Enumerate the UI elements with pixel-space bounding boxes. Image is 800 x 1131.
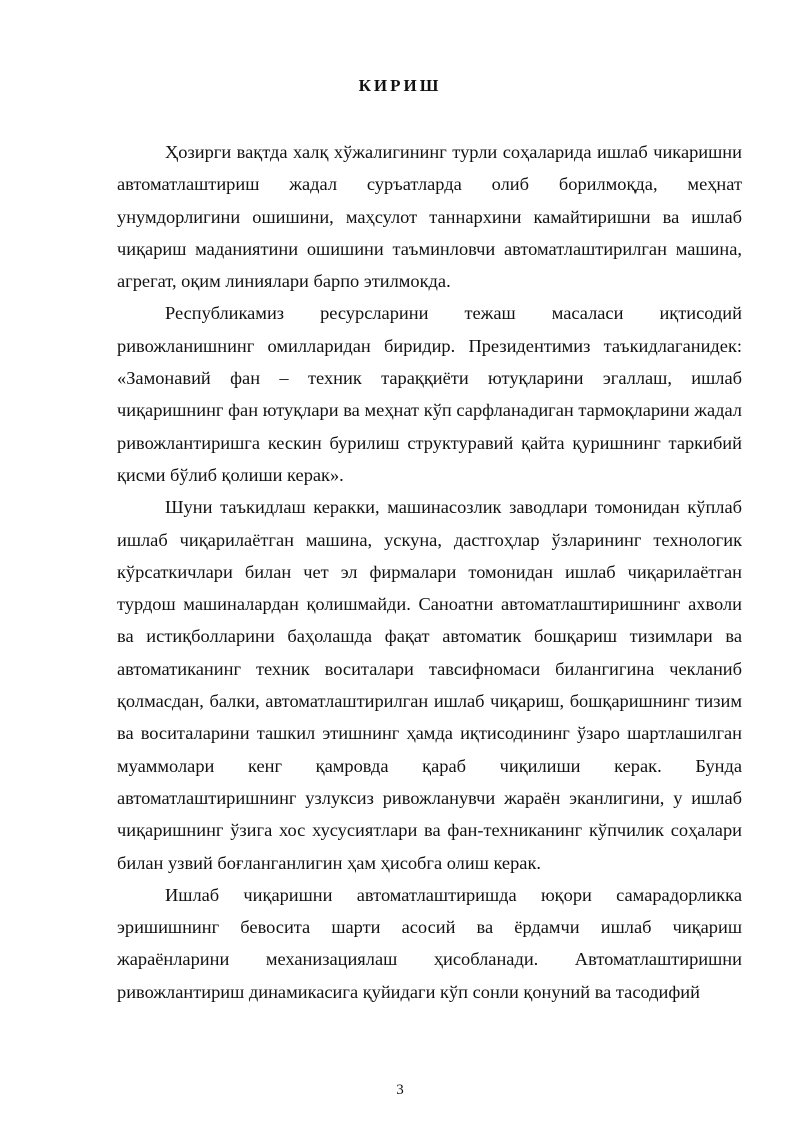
paragraph: Ҳозирги вақтда халқ хўжалигининг турли соҳаларида ишлаб чикаришни автоматлаштириш жадал суръатларда олиб борилмоқда, меҳнат унумдорлигини ошишини, маҳсулот таннархини камайтиришни ва ишлаб чиқариш маданиятини ошишини таъминловчи автоматлаштирилган машина, агрегат, оқим линиялари барпо этилмокда.	[117, 142, 742, 292]
paragraph: Ишлаб чиқаришни автоматлаштиришда юқори самарадорликка эришишнинг бевосита шарти асосий ва ёрдамчи ишлаб чиқариш жараёнларини механизациялаш ҳисобланади. Автоматлаштиришни ривожлантириш динамикасига қуйидаги кўп сонли қонуний ва тасодифий	[117, 884, 742, 1002]
paragraph: Шуни таъкидлаш керакки, машинасозлик заводлари томонидан кўплаб ишлаб чиқарилаётган машина, ускуна, дастгоҳлар ўзларининг технологик кўрсаткичлари билан чет эл фирмалари томонидан ишлаб чиқарилаётган турдош машиналардан қолишмайди. Саноатни автоматлаштиришнинг ахволи ва истиқболларини баҳолашда фақат автоматик бошқариш тизимлари ва автоматиканинг техник воситалари тавсифномаси билангигина чекланиб қолмасдан, балки, автоматлаштирилган ишлаб чиқариш, бошқаришнинг тизим ва воситаларини ташкил этишнинг ҳамда иқтисодининг ўзаро шартлашилган муаммолари кенг қамровда қараб чиқилиши керак. Бунда автоматлаштиришнинг узлуксиз ривожланувчи жараён эканлигини, у ишлаб чиқаришнинг ўзига хос хусусиятлари ва фан-техниканинг кўпчилик соҳалари билан узвий боғланганлигин ҳам ҳисобга олиш керак.	[117, 497, 742, 873]
section-title: КИРИШ	[358, 76, 442, 95]
body-text	[117, 136, 742, 1008]
page-number: 3	[396, 1082, 404, 1098]
paragraph: Республикамиз ресурсларини тежаш масаласи иқтисодий ривожланишнинг омилларидан биридир. Президентимиз таъкидлаганидек: «Замонавий фан – техник тараққиёти ютуқларини эгаллаш, ишлаб чиқаришнинг фан ютуқлари ва меҳнат кўп сарфланадиган тармоқларини жадал ривожлантиришга кескин бурилиш структуравий қайта қуришнинг таркибий қисми бўлиб қолиши керак».	[117, 303, 742, 485]
